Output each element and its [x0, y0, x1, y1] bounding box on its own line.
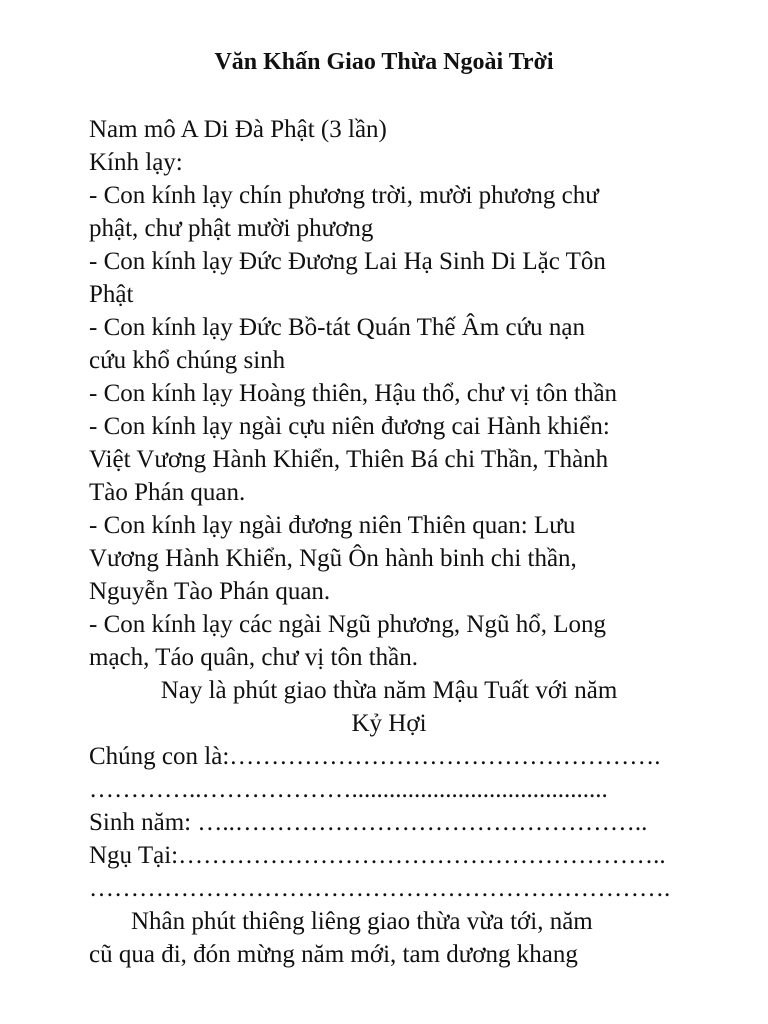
text-line: - Con kính lạy ngài đương niên Thiên quan: Lưu: [89, 512, 576, 539]
document-body: [89, 113, 689, 971]
fill-in-line: …………………………………………………………….: [89, 875, 671, 902]
text-line: - Con kính lạy Đức Đương Lai Hạ Sinh Di Lặc Tôn: [89, 248, 606, 275]
fill-in-line: Ngụ Tại:…………………………………………………..: [89, 842, 666, 869]
centered-line: Kỷ Hợi: [351, 710, 427, 737]
fill-in-line: Sinh năm: …..…………………………………………..: [89, 809, 648, 836]
centered-line: Nay là phút giao thừa năm Mậu Tuất với năm: [160, 677, 618, 704]
text-line: - Con kính lạy các ngài Ngũ phương, Ngũ hổ, Long: [89, 611, 606, 638]
text-line: Nhân phút thiêng liêng giao thừa vừa tới, năm: [131, 908, 593, 935]
text-line: Phật: [89, 281, 134, 308]
text-line: Việt Vương Hành Khiển, Thiên Bá chi Thần, Thành: [89, 446, 609, 473]
text-line: - Con kính lạy chín phương trời, mười phương chư: [89, 182, 599, 209]
text-line: Vương Hành Khiển, Ngũ Ôn hành binh chi thần,: [89, 545, 577, 572]
fill-in-line: …………..……………….........................................: [89, 776, 608, 803]
text-line: - Con kính lạy ngài cựu niên đương cai Hành khiển:: [89, 413, 610, 440]
text-line: mạch, Táo quân, chư vị tôn thần.: [89, 644, 418, 671]
text-line: Tào Phán quan.: [89, 479, 246, 506]
text-line: Kính lạy:: [89, 149, 183, 176]
text-line: Nguyễn Tào Phán quan.: [89, 578, 331, 605]
text-line: Nam mô A Di Đà Phật (3 lần): [89, 116, 387, 143]
text-line: cứu khổ chúng sinh: [89, 347, 286, 374]
text-line: phật, chư phật mười phương: [89, 215, 374, 242]
document-title: Văn Khấn Giao Thừa Ngoài Trời: [214, 49, 554, 75]
text-line: - Con kính lạy Đức Bồ-tát Quán Thế Âm cứu nạn: [89, 314, 585, 341]
fill-in-line: Chúng con là:…………………………………………….: [89, 743, 661, 770]
text-line: cũ qua đi, đón mừng năm mới, tam dương khang: [89, 941, 578, 968]
text-line: - Con kính lạy Hoàng thiên, Hậu thổ, chư vị tôn thần: [89, 380, 618, 407]
